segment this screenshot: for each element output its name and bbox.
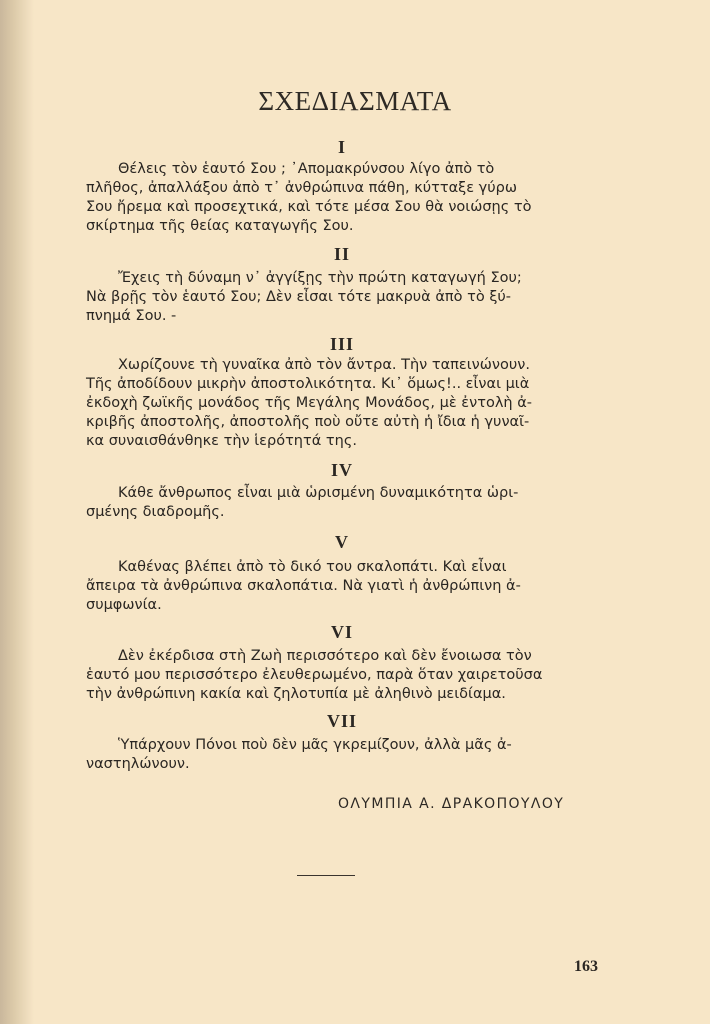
paragraph-line: κριβῆς ἀποστολῆς, ἀποστολῆς ποὺ οὔτε αὐτὴ ἡ ἴδια ἡ γυναῖ-: [86, 414, 530, 430]
paragraph-line: κα συναισθάνθηκε τὴν ἱερότητά της.: [86, 433, 357, 449]
section-paragraph-6: [86, 647, 598, 704]
paragraph-line: πλῆθος, ἀπαλλάξου ἀπὸ τ᾿ ἀνθρώπινα πάθη, κύτταξε γύρω: [86, 180, 517, 196]
paragraph-line: ναστηλώνουν.: [86, 756, 190, 772]
section-numeral-7: VII: [326, 711, 357, 731]
paragraph-line: Θέλεις τὸν ἑαυτό Σου ; ᾿Απομακρύνσου λίγο ἀπὸ τὸ: [118, 161, 495, 177]
section-numeral-2: II: [333, 244, 350, 264]
section-numeral-5: V: [335, 532, 349, 552]
paragraph-line: ἑαυτό μου περισσότερο ἐλευθερωμένο, παρὰ ὅταν χαιρετοῦσα: [86, 667, 543, 683]
paragraph-line: συμφωνία.: [86, 597, 162, 613]
author-signature: ΟΛΥΜΠΙΑ Α. ΔΡΑΚΟΠΟΥΛΟΥ: [338, 796, 565, 812]
paragraph-line: Ὑπάρχουν Πόνοι ποὺ δὲν μᾶς γκρεμίζουν, ἀλλὰ μᾶς ἀ-: [118, 737, 512, 753]
section-paragraph-3: [86, 356, 598, 451]
section-numeral-4: IV: [330, 460, 353, 480]
paragraph-line: Ἔχεις τὴ δύναμη ν᾿ ἀγγίξῃς τὴν πρώτη καταγωγή Σου;: [118, 270, 522, 286]
section-paragraph-7: [86, 736, 598, 774]
section-numeral-1: I: [337, 137, 346, 157]
paragraph-line: Κάθε ἄνθρωπος εἶναι μιὰ ὡρισμένη δυναμικότητα ὡρι-: [118, 485, 519, 501]
section-paragraph-5: [86, 558, 598, 615]
paragraph-line: Χωρίζουνε τὴ γυναῖκα ἀπὸ τὸν ἄντρα. Τὴν ταπεινώνουν.: [118, 357, 530, 373]
paragraph-line: σμένης διαδρομῆς.: [86, 504, 225, 520]
paragraph-line: ἐκδοχὴ ζωϊκῆς μονάδος τῆς Μεγάλης Μονάδος, μὲ ἐντολὴ ἀ-: [86, 395, 533, 411]
paragraph-line: ἄπειρα τὰ ἀνθρώπινα σκαλοπάτια. Νὰ γιατὶ ἡ ἀνθρώπινη ἀ-: [86, 578, 521, 594]
paragraph-line: σκίρτημα τῆς θείας καταγωγῆς Σου.: [86, 218, 354, 234]
paragraph-line: Τῆς ἀποδίδουν μικρὴν ἀποστολικότητα. Κι᾿ ὅμως!.. εἶναι μιὰ: [86, 376, 530, 392]
section-paragraph-2: [86, 269, 598, 326]
paragraph-line: Καθένας βλέπει ἀπὸ τὸ δικό του σκαλοπάτι. Καὶ εἶναι: [118, 559, 507, 575]
section-paragraph-4: [86, 484, 598, 522]
closing-rule: [297, 875, 355, 876]
section-paragraph-1: [86, 160, 598, 236]
section-numeral-3: III: [329, 334, 354, 354]
page-number: 163: [574, 958, 598, 975]
paragraph-line: Νὰ βρῇς τὸν ἑαυτό Σου; Δὲν εἶσαι τότε μακρυὰ ἀπὸ τὸ ξύ-: [86, 289, 512, 305]
paragraph-line: πνημά Σου. -: [86, 308, 177, 324]
paragraph-line: τὴν ἀνθρώπινη κακία καὶ ζηλοτυπία μὲ ἀληθινὸ μειδίαμα.: [86, 686, 506, 702]
paragraph-line: Σου ἤρεμα καὶ προσεχτικά, καὶ τότε μέσα Σου θὰ νοιώσῃς τὸ: [86, 199, 532, 215]
paragraph-line: Δὲν ἐκέρδισα στὴ Ζωὴ περισσότερο καὶ δὲν ἔνοιωσα τὸν: [118, 648, 532, 664]
section-numeral-6: VI: [330, 622, 353, 642]
page-title: ΣΧΕΔΙΑΣΜΑΤΑ: [258, 86, 452, 116]
